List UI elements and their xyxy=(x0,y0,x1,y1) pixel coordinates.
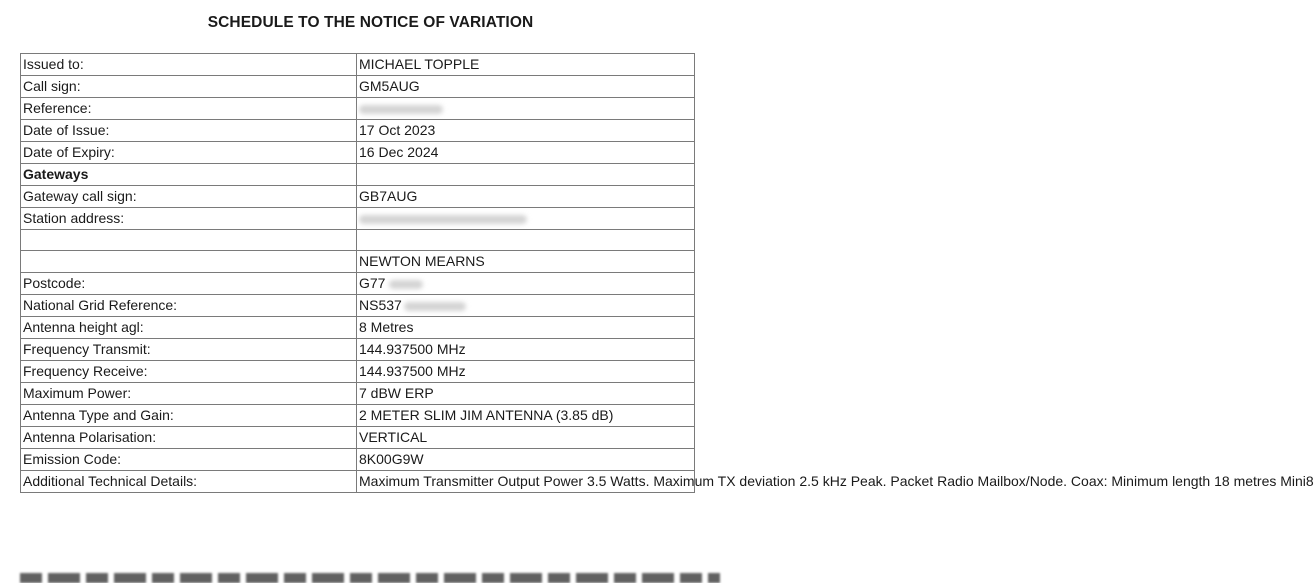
freq-receive-value: 144.937500 MHz xyxy=(357,361,695,383)
redaction-blur xyxy=(404,302,466,311)
freq-receive-label: Frequency Receive: xyxy=(21,361,357,383)
station-address-label: Station address: xyxy=(21,208,357,230)
freq-transmit-value: 144.937500 MHz xyxy=(357,339,695,361)
date-of-issue-value: 17 Oct 2023 xyxy=(357,120,695,142)
table-row xyxy=(21,142,695,164)
additional-details-label: Additional Technical Details: xyxy=(21,471,357,493)
table-row xyxy=(21,471,695,493)
polarisation-label: Antenna Polarisation: xyxy=(21,427,357,449)
table-row xyxy=(21,383,695,405)
gateway-call-sign-label: Gateway call sign: xyxy=(21,186,357,208)
emission-code-value: 8K00G9W xyxy=(357,449,695,471)
gateway-call-sign-value: GB7AUG xyxy=(357,186,695,208)
table-row xyxy=(21,98,695,120)
antenna-height-value: 8 Metres xyxy=(357,317,695,339)
date-of-expiry-value: 16 Dec 2024 xyxy=(357,142,695,164)
issued-to-value: MICHAEL TOPPLE xyxy=(357,54,695,76)
date-of-issue-label: Date of Issue: xyxy=(21,120,357,142)
postcode-value: G77 xyxy=(359,275,386,292)
max-power-label: Maximum Power: xyxy=(21,383,357,405)
antenna-type-label: Antenna Type and Gain: xyxy=(21,405,357,427)
empty-cell xyxy=(357,164,695,186)
address-town-value: NEWTON MEARNS xyxy=(357,251,695,273)
additional-details-value: Maximum Transmitter Output Power 3.5 Watts. Maximum TX deviation 2.5 kHz Peak. Packet Radio Mailbox/Node. Coax: Minimum length 18 metres Mini8 xyxy=(357,471,695,493)
freq-transmit-label: Frequency Transmit: xyxy=(21,339,357,361)
cut-off-footnote xyxy=(20,569,720,581)
empty-cell xyxy=(21,230,357,251)
postcode-cell xyxy=(357,273,695,295)
gateways-section-heading: Gateways xyxy=(21,164,357,186)
max-power-value: 7 dBW ERP xyxy=(357,383,695,405)
table-row xyxy=(21,339,695,361)
table-row xyxy=(21,273,695,295)
table-row xyxy=(21,405,695,427)
call-sign-value: GM5AUG xyxy=(357,76,695,98)
grid-reference-value: NS537 xyxy=(359,297,402,314)
antenna-height-label: Antenna height agl: xyxy=(21,317,357,339)
table-row xyxy=(21,230,695,251)
table-row xyxy=(21,449,695,471)
reference-value-redacted xyxy=(357,98,695,120)
issued-to-label: Issued to: xyxy=(21,54,357,76)
cut-off-text-fragment xyxy=(20,573,720,583)
table-row xyxy=(21,361,695,383)
emission-code-label: Emission Code: xyxy=(21,449,357,471)
redaction-blur xyxy=(359,215,527,224)
table-row xyxy=(21,186,695,208)
polarisation-value: VERTICAL xyxy=(357,427,695,449)
table-row xyxy=(21,295,695,317)
date-of-expiry-label: Date of Expiry: xyxy=(21,142,357,164)
postcode-label: Postcode: xyxy=(21,273,357,295)
reference-label: Reference: xyxy=(21,98,357,120)
schedule-table xyxy=(20,53,1314,493)
redaction-blur xyxy=(359,105,443,114)
call-sign-label: Call sign: xyxy=(21,76,357,98)
table-row xyxy=(21,76,695,98)
redaction-blur xyxy=(389,280,423,289)
table-row xyxy=(21,120,695,142)
table-row xyxy=(21,208,695,230)
table-row xyxy=(21,164,695,186)
table-row xyxy=(21,251,695,273)
table-row xyxy=(21,317,695,339)
station-address-value-redacted xyxy=(357,208,695,230)
empty-cell xyxy=(21,251,357,273)
table-row xyxy=(21,427,695,449)
table-row xyxy=(21,54,695,76)
antenna-type-value: 2 METER SLIM JIM ANTENNA (3.85 dB) xyxy=(357,405,695,427)
grid-reference-label: National Grid Reference: xyxy=(21,295,357,317)
grid-reference-cell xyxy=(357,295,695,317)
page-title: SCHEDULE TO THE NOTICE OF VARIATION xyxy=(207,14,534,31)
empty-cell xyxy=(357,230,695,251)
